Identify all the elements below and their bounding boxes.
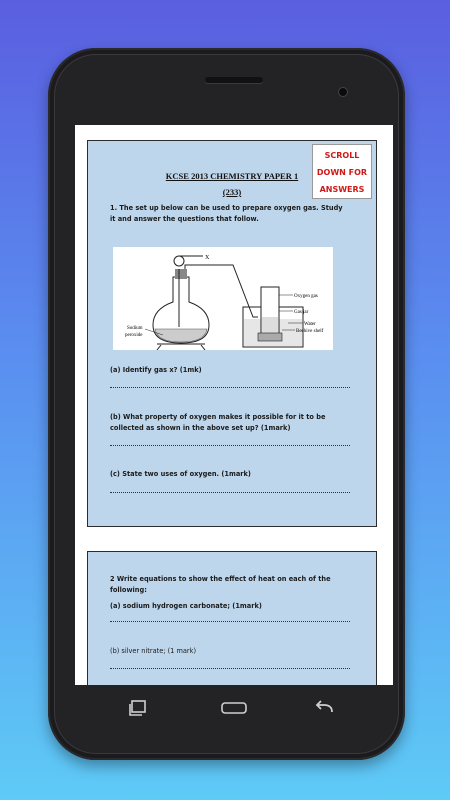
question-1c: (c) State two uses of oxygen. (1mark) — [110, 470, 251, 478]
recent-apps-icon[interactable] — [127, 699, 149, 717]
back-icon[interactable] — [313, 699, 335, 717]
diagram-label-beehive-shelf: Beehive shelf — [296, 329, 324, 334]
badge-line-2: DOWN FOR — [316, 168, 368, 177]
diagram-label-peroxide: peroxide — [125, 333, 143, 338]
diagram-label-gas-jar: Gas jar — [294, 310, 309, 315]
oxygen-setup-drawing — [113, 247, 333, 350]
diagram-label-oxygen-gas: Oxygen gas — [294, 294, 318, 299]
diagram-label-x: X — [205, 255, 210, 261]
badge-line-3: ANSWERS — [319, 185, 365, 194]
badge-line-1: SCROLL — [324, 151, 360, 160]
paper-code: (233) — [222, 187, 242, 197]
answer-line — [110, 387, 350, 388]
navigation-bar — [75, 687, 393, 733]
front-camera — [338, 87, 348, 97]
question-2-intro: 2 Write equations to show the effect of heat on each of the following: — [110, 575, 331, 594]
answer-line — [110, 668, 350, 669]
phone-bezel — [54, 54, 399, 754]
answer-line — [110, 445, 350, 446]
question-1-intro: 1. The set up below can be used to prepare oxygen gas. Study it and answer the questions that follow. — [110, 204, 343, 223]
question-1b: (b) What property of oxygen makes it possible for it to be collected as shown in the above set up? (1mark) — [110, 413, 326, 432]
phone-frame — [48, 48, 405, 760]
diagram-label-water: Water — [304, 322, 316, 327]
question-card-2 — [87, 551, 377, 685]
answer-line — [110, 621, 350, 622]
question-1a: (a) Identify gas x? (1mk) — [110, 366, 202, 374]
scroll-down-for-answers-badge[interactable] — [312, 144, 372, 199]
paper-title: KCSE 2013 CHEMISTRY PAPER 1 — [165, 171, 299, 181]
home-icon[interactable] — [220, 699, 248, 717]
oxygen-setup-diagram — [113, 247, 333, 350]
diagram-label-sodium: Sodium — [127, 326, 143, 331]
earpiece — [205, 77, 263, 83]
question-2a: (a) sodium hydrogen carbonate; (1mark) — [110, 602, 262, 610]
answer-line — [110, 492, 350, 493]
screen[interactable] — [75, 125, 393, 685]
question-2b: (b) silver nitrate; (1 mark) — [110, 647, 197, 655]
